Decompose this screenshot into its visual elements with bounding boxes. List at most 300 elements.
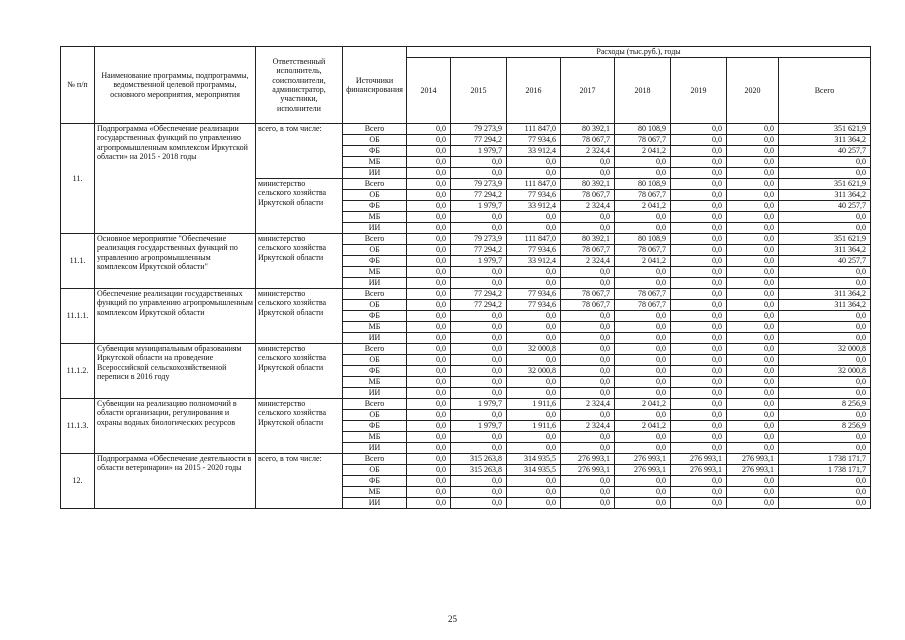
total-cell: 311 364,2 <box>779 190 871 201</box>
year-value-cell: 79 273,9 <box>451 234 507 245</box>
year-value-cell: 0,0 <box>727 498 779 509</box>
year-value-cell: 0,0 <box>407 476 451 487</box>
header-source: Источники финансирования <box>343 47 407 124</box>
total-cell: 311 364,2 <box>779 245 871 256</box>
table-row <box>61 124 871 135</box>
year-value-cell: 0,0 <box>561 267 615 278</box>
funding-source: Всего <box>343 399 407 410</box>
year-value-cell: 0,0 <box>407 333 451 344</box>
funding-source: Всего <box>343 234 407 245</box>
year-value-cell: 80 108,9 <box>615 124 671 135</box>
funding-source: ОБ <box>343 355 407 366</box>
header-number: № п/п <box>61 47 95 124</box>
year-value-cell: 0,0 <box>615 432 671 443</box>
year-value-cell: 0,0 <box>407 300 451 311</box>
year-value-cell: 111 847,0 <box>507 124 561 135</box>
year-value-cell: 0,0 <box>727 157 779 168</box>
year-value-cell: 0,0 <box>451 168 507 179</box>
year-value-cell: 80 108,9 <box>615 179 671 190</box>
total-cell: 311 364,2 <box>779 135 871 146</box>
year-value-cell: 0,0 <box>615 388 671 399</box>
year-value-cell: 0,0 <box>451 157 507 168</box>
responsible-executor: всего, в том числе: <box>256 454 343 509</box>
funding-source: ФБ <box>343 256 407 267</box>
year-value-cell: 0,0 <box>507 311 561 322</box>
row-number: 12. <box>61 454 95 509</box>
funding-source: ФБ <box>343 421 407 432</box>
year-value-cell: 0,0 <box>407 212 451 223</box>
year-value-cell: 0,0 <box>615 311 671 322</box>
year-value-cell: 0,0 <box>615 355 671 366</box>
year-value-cell: 77 934,6 <box>507 300 561 311</box>
year-value-cell: 0,0 <box>561 366 615 377</box>
year-value-cell: 79 273,9 <box>451 124 507 135</box>
program-name: Субвенции на реализацию полномочий в области организации, регулирования и охраны водных биологических ресурсов <box>95 399 256 454</box>
total-cell: 0,0 <box>779 322 871 333</box>
total-cell: 40 257,7 <box>779 256 871 267</box>
year-value-cell: 78 067,7 <box>615 135 671 146</box>
year-value-cell: 77 934,6 <box>507 245 561 256</box>
total-cell: 0,0 <box>779 168 871 179</box>
year-value-cell: 0,0 <box>507 322 561 333</box>
total-cell: 40 257,7 <box>779 146 871 157</box>
year-value-cell: 0,0 <box>727 421 779 432</box>
responsible-executor: всего, в том числе: <box>256 124 343 179</box>
table-row <box>61 454 871 465</box>
year-value-cell: 0,0 <box>407 443 451 454</box>
year-value-cell: 0,0 <box>407 454 451 465</box>
total-cell: 0,0 <box>779 333 871 344</box>
year-value-cell: 77 294,2 <box>451 245 507 256</box>
funding-source: ОБ <box>343 135 407 146</box>
year-value-cell: 0,0 <box>671 190 727 201</box>
year-value-cell: 0,0 <box>407 465 451 476</box>
total-cell: 0,0 <box>779 388 871 399</box>
year-value-cell: 0,0 <box>561 388 615 399</box>
year-value-cell: 0,0 <box>561 476 615 487</box>
year-value-cell: 0,0 <box>451 278 507 289</box>
year-value-cell: 2 041,2 <box>615 256 671 267</box>
year-value-cell: 0,0 <box>561 168 615 179</box>
year-value-cell: 0,0 <box>407 421 451 432</box>
funding-source: МБ <box>343 212 407 223</box>
year-value-cell: 0,0 <box>561 223 615 234</box>
year-value-cell: 0,0 <box>727 223 779 234</box>
year-value-cell: 2 041,2 <box>615 201 671 212</box>
year-value-cell: 0,0 <box>671 322 727 333</box>
year-value-cell: 0,0 <box>407 311 451 322</box>
budget-table-page <box>60 46 870 509</box>
year-value-cell: 0,0 <box>451 377 507 388</box>
year-value-cell: 0,0 <box>451 410 507 421</box>
total-cell: 311 364,2 <box>779 289 871 300</box>
year-value-cell: 0,0 <box>451 443 507 454</box>
year-value-cell: 0,0 <box>727 124 779 135</box>
year-value-cell: 1 979,7 <box>451 399 507 410</box>
table-body <box>61 124 871 509</box>
year-value-cell: 0,0 <box>671 410 727 421</box>
year-value-cell: 314 935,5 <box>507 454 561 465</box>
year-value-cell: 0,0 <box>507 498 561 509</box>
funding-source: ОБ <box>343 465 407 476</box>
year-value-cell: 0,0 <box>671 344 727 355</box>
year-value-cell: 0,0 <box>727 168 779 179</box>
total-cell: 351 621,9 <box>779 179 871 190</box>
year-value-cell: 0,0 <box>671 278 727 289</box>
year-value-cell: 0,0 <box>727 278 779 289</box>
header-name: Наименование программы, подпрограммы, ведомственной целевой программы, основного мероприятия, мероприятия <box>95 47 256 124</box>
total-cell: 351 621,9 <box>779 234 871 245</box>
year-value-cell: 0,0 <box>407 432 451 443</box>
table-row <box>61 399 871 410</box>
year-value-cell: 276 993,1 <box>727 465 779 476</box>
year-value-cell: 0,0 <box>727 377 779 388</box>
year-value-cell: 78 067,7 <box>615 289 671 300</box>
year-value-cell: 2 324,4 <box>561 256 615 267</box>
funding-source: ФБ <box>343 201 407 212</box>
year-value-cell: 0,0 <box>507 410 561 421</box>
year-value-cell: 315 263,8 <box>451 465 507 476</box>
year-value-cell: 0,0 <box>727 190 779 201</box>
year-value-cell: 0,0 <box>507 388 561 399</box>
year-value-cell: 0,0 <box>671 267 727 278</box>
year-value-cell: 0,0 <box>671 377 727 388</box>
header-year: 2020 <box>727 58 779 124</box>
year-value-cell: 0,0 <box>615 267 671 278</box>
total-cell: 1 738 171,7 <box>779 454 871 465</box>
year-value-cell: 0,0 <box>727 256 779 267</box>
budget-table <box>60 46 871 509</box>
year-value-cell: 0,0 <box>671 256 727 267</box>
funding-source: МБ <box>343 377 407 388</box>
year-value-cell: 77 294,2 <box>451 300 507 311</box>
year-value-cell: 2 041,2 <box>615 421 671 432</box>
year-value-cell: 0,0 <box>451 333 507 344</box>
program-name: Подпрограмма «Обеспечение деятельности в области ветеринарии» на 2015 - 2020 годы <box>95 454 256 509</box>
year-value-cell: 0,0 <box>507 476 561 487</box>
year-value-cell: 0,0 <box>615 366 671 377</box>
year-value-cell: 78 067,7 <box>561 300 615 311</box>
year-value-cell: 0,0 <box>407 157 451 168</box>
year-value-cell: 0,0 <box>671 432 727 443</box>
funding-source: ОБ <box>343 190 407 201</box>
funding-source: ОБ <box>343 245 407 256</box>
year-value-cell: 0,0 <box>407 355 451 366</box>
year-value-cell: 0,0 <box>451 267 507 278</box>
year-value-cell: 0,0 <box>671 388 727 399</box>
year-value-cell: 0,0 <box>407 223 451 234</box>
total-cell: 0,0 <box>779 311 871 322</box>
responsible-executor: министерство сельского хозяйства Иркутской области <box>256 344 343 399</box>
year-value-cell: 276 993,1 <box>561 465 615 476</box>
header-year: 2016 <box>507 58 561 124</box>
year-value-cell: 0,0 <box>671 333 727 344</box>
funding-source: ИИ <box>343 223 407 234</box>
table-row <box>61 234 871 245</box>
year-value-cell: 0,0 <box>561 322 615 333</box>
total-cell: 0,0 <box>779 487 871 498</box>
year-value-cell: 0,0 <box>727 311 779 322</box>
year-value-cell: 0,0 <box>561 278 615 289</box>
year-value-cell: 0,0 <box>727 344 779 355</box>
year-value-cell: 80 392,1 <box>561 234 615 245</box>
funding-source: Всего <box>343 344 407 355</box>
header-expenses: Расходы (тыс.руб.), годы <box>407 47 871 58</box>
year-value-cell: 0,0 <box>727 300 779 311</box>
year-value-cell: 77 294,2 <box>451 135 507 146</box>
year-value-cell: 0,0 <box>727 432 779 443</box>
year-value-cell: 0,0 <box>727 322 779 333</box>
header-year: 2014 <box>407 58 451 124</box>
year-value-cell: 2 324,4 <box>561 399 615 410</box>
year-value-cell: 314 935,5 <box>507 465 561 476</box>
year-value-cell: 0,0 <box>561 212 615 223</box>
year-value-cell: 0,0 <box>407 344 451 355</box>
year-value-cell: 0,0 <box>507 223 561 234</box>
year-value-cell: 0,0 <box>615 212 671 223</box>
program-name: Обеспечение реализации государственных функций по управлению агропромышленным комплексом Иркутской области <box>95 289 256 344</box>
row-number: 11.1. <box>61 234 95 289</box>
year-value-cell: 0,0 <box>671 135 727 146</box>
year-value-cell: 0,0 <box>561 432 615 443</box>
year-value-cell: 0,0 <box>615 333 671 344</box>
year-value-cell: 0,0 <box>727 267 779 278</box>
year-value-cell: 0,0 <box>407 399 451 410</box>
year-value-cell: 77 294,2 <box>451 289 507 300</box>
year-value-cell: 0,0 <box>727 146 779 157</box>
row-number: 11.1.3. <box>61 399 95 454</box>
year-value-cell: 0,0 <box>671 311 727 322</box>
year-value-cell: 1 979,7 <box>451 201 507 212</box>
year-value-cell: 78 067,7 <box>615 190 671 201</box>
total-cell: 351 621,9 <box>779 124 871 135</box>
year-value-cell: 0,0 <box>451 212 507 223</box>
year-value-cell: 0,0 <box>561 487 615 498</box>
funding-source: МБ <box>343 267 407 278</box>
year-value-cell: 2 324,4 <box>561 421 615 432</box>
year-value-cell: 0,0 <box>507 355 561 366</box>
total-cell: 0,0 <box>779 443 871 454</box>
year-value-cell: 0,0 <box>615 377 671 388</box>
year-value-cell: 0,0 <box>727 388 779 399</box>
funding-source: ИИ <box>343 168 407 179</box>
year-value-cell: 0,0 <box>727 201 779 212</box>
year-value-cell: 0,0 <box>615 476 671 487</box>
year-value-cell: 0,0 <box>507 333 561 344</box>
year-value-cell: 0,0 <box>727 179 779 190</box>
year-value-cell: 0,0 <box>407 234 451 245</box>
year-value-cell: 111 847,0 <box>507 179 561 190</box>
year-value-cell: 0,0 <box>407 487 451 498</box>
funding-source: Всего <box>343 179 407 190</box>
year-value-cell: 0,0 <box>451 311 507 322</box>
year-value-cell: 77 294,2 <box>451 190 507 201</box>
funding-source: ОБ <box>343 300 407 311</box>
year-value-cell: 315 263,8 <box>451 454 507 465</box>
year-value-cell: 0,0 <box>727 487 779 498</box>
year-value-cell: 2 324,4 <box>561 201 615 212</box>
header-year: 2019 <box>671 58 727 124</box>
year-value-cell: 77 934,6 <box>507 289 561 300</box>
year-value-cell: 0,0 <box>727 476 779 487</box>
year-value-cell: 0,0 <box>671 487 727 498</box>
year-value-cell: 80 392,1 <box>561 179 615 190</box>
year-value-cell: 0,0 <box>507 157 561 168</box>
year-value-cell: 0,0 <box>561 157 615 168</box>
funding-source: ИИ <box>343 278 407 289</box>
year-value-cell: 0,0 <box>451 432 507 443</box>
year-value-cell: 0,0 <box>671 157 727 168</box>
year-value-cell: 0,0 <box>671 443 727 454</box>
year-value-cell: 0,0 <box>407 124 451 135</box>
year-value-cell: 0,0 <box>407 256 451 267</box>
funding-source: ОБ <box>343 410 407 421</box>
funding-source: Всего <box>343 454 407 465</box>
total-cell: 1 738 171,7 <box>779 465 871 476</box>
funding-source: МБ <box>343 157 407 168</box>
year-value-cell: 0,0 <box>407 388 451 399</box>
year-value-cell: 2 041,2 <box>615 146 671 157</box>
responsible-executor: министерство сельского хозяйства Иркутской области <box>256 179 343 234</box>
year-value-cell: 78 067,7 <box>561 190 615 201</box>
funding-source: ИИ <box>343 498 407 509</box>
total-cell: 0,0 <box>779 278 871 289</box>
year-value-cell: 0,0 <box>451 355 507 366</box>
year-value-cell: 0,0 <box>407 179 451 190</box>
total-cell: 32 000,8 <box>779 366 871 377</box>
year-value-cell: 0,0 <box>615 443 671 454</box>
year-value-cell: 0,0 <box>615 487 671 498</box>
table-row <box>61 289 871 300</box>
year-value-cell: 0,0 <box>671 421 727 432</box>
funding-source: Всего <box>343 124 407 135</box>
year-value-cell: 0,0 <box>615 498 671 509</box>
year-value-cell: 0,0 <box>507 168 561 179</box>
year-value-cell: 0,0 <box>407 146 451 157</box>
header-year: 2017 <box>561 58 615 124</box>
total-cell: 0,0 <box>779 223 871 234</box>
year-value-cell: 0,0 <box>507 432 561 443</box>
year-value-cell: 276 993,1 <box>727 454 779 465</box>
year-value-cell: 1 911,6 <box>507 399 561 410</box>
year-value-cell: 0,0 <box>671 498 727 509</box>
year-value-cell: 0,0 <box>451 476 507 487</box>
year-value-cell: 0,0 <box>507 377 561 388</box>
year-value-cell: 1 979,7 <box>451 146 507 157</box>
year-value-cell: 0,0 <box>451 498 507 509</box>
year-value-cell: 0,0 <box>727 289 779 300</box>
year-value-cell: 0,0 <box>407 278 451 289</box>
year-value-cell: 0,0 <box>561 311 615 322</box>
row-number: 11.1.1. <box>61 289 95 344</box>
year-value-cell: 0,0 <box>671 399 727 410</box>
page-number: 25 <box>448 614 457 624</box>
total-cell: 0,0 <box>779 498 871 509</box>
total-cell: 0,0 <box>779 410 871 421</box>
year-value-cell: 0,0 <box>671 146 727 157</box>
row-number: 11. <box>61 124 95 234</box>
total-cell: 0,0 <box>779 476 871 487</box>
year-value-cell: 0,0 <box>615 168 671 179</box>
row-number: 11.1.2. <box>61 344 95 399</box>
year-value-cell: 0,0 <box>671 300 727 311</box>
year-value-cell: 0,0 <box>671 355 727 366</box>
year-value-cell: 80 108,9 <box>615 234 671 245</box>
year-value-cell: 0,0 <box>507 267 561 278</box>
year-value-cell: 0,0 <box>451 322 507 333</box>
year-value-cell: 0,0 <box>561 333 615 344</box>
header-responsible: Ответственный исполнитель, соисполнители, администратор, участники, исполнители <box>256 47 343 124</box>
year-value-cell: 1 979,7 <box>451 421 507 432</box>
total-cell: 40 257,7 <box>779 201 871 212</box>
year-value-cell: 79 273,9 <box>451 179 507 190</box>
year-value-cell: 0,0 <box>671 168 727 179</box>
year-value-cell: 0,0 <box>561 498 615 509</box>
year-value-cell: 0,0 <box>407 366 451 377</box>
year-value-cell: 276 993,1 <box>671 465 727 476</box>
year-value-cell: 1 911,6 <box>507 421 561 432</box>
year-value-cell: 0,0 <box>615 410 671 421</box>
year-value-cell: 0,0 <box>451 344 507 355</box>
year-value-cell: 0,0 <box>615 278 671 289</box>
year-value-cell: 0,0 <box>727 135 779 146</box>
year-value-cell: 77 934,6 <box>507 190 561 201</box>
total-cell: 0,0 <box>779 432 871 443</box>
year-value-cell: 0,0 <box>407 410 451 421</box>
year-value-cell: 276 993,1 <box>561 454 615 465</box>
funding-source: ИИ <box>343 333 407 344</box>
responsible-executor: министерство сельского хозяйства Иркутской области <box>256 399 343 454</box>
year-value-cell: 0,0 <box>407 267 451 278</box>
year-value-cell: 0,0 <box>727 399 779 410</box>
year-value-cell: 0,0 <box>615 322 671 333</box>
total-cell: 311 364,2 <box>779 300 871 311</box>
year-value-cell: 0,0 <box>671 201 727 212</box>
year-value-cell: 0,0 <box>561 344 615 355</box>
year-value-cell: 32 000,8 <box>507 344 561 355</box>
year-value-cell: 77 934,6 <box>507 135 561 146</box>
funding-source: МБ <box>343 487 407 498</box>
total-cell: 32 000,8 <box>779 344 871 355</box>
year-value-cell: 0,0 <box>507 278 561 289</box>
year-value-cell: 0,0 <box>561 410 615 421</box>
total-cell: 8 256,9 <box>779 399 871 410</box>
year-value-cell: 0,0 <box>727 333 779 344</box>
year-value-cell: 78 067,7 <box>615 300 671 311</box>
year-value-cell: 0,0 <box>727 366 779 377</box>
year-value-cell: 111 847,0 <box>507 234 561 245</box>
year-value-cell: 80 392,1 <box>561 124 615 135</box>
total-cell: 0,0 <box>779 157 871 168</box>
year-value-cell: 0,0 <box>407 245 451 256</box>
year-value-cell: 2 324,4 <box>561 146 615 157</box>
funding-source: МБ <box>343 322 407 333</box>
year-value-cell: 0,0 <box>727 443 779 454</box>
year-value-cell: 32 000,8 <box>507 366 561 377</box>
year-value-cell: 33 912,4 <box>507 201 561 212</box>
year-value-cell: 0,0 <box>727 212 779 223</box>
year-value-cell: 0,0 <box>507 487 561 498</box>
year-value-cell: 1 979,7 <box>451 256 507 267</box>
year-value-cell: 0,0 <box>407 377 451 388</box>
year-value-cell: 0,0 <box>615 157 671 168</box>
year-value-cell: 0,0 <box>407 135 451 146</box>
table-row <box>61 344 871 355</box>
year-value-cell: 0,0 <box>671 124 727 135</box>
year-value-cell: 0,0 <box>561 443 615 454</box>
year-value-cell: 0,0 <box>507 443 561 454</box>
header-year: 2015 <box>451 58 507 124</box>
